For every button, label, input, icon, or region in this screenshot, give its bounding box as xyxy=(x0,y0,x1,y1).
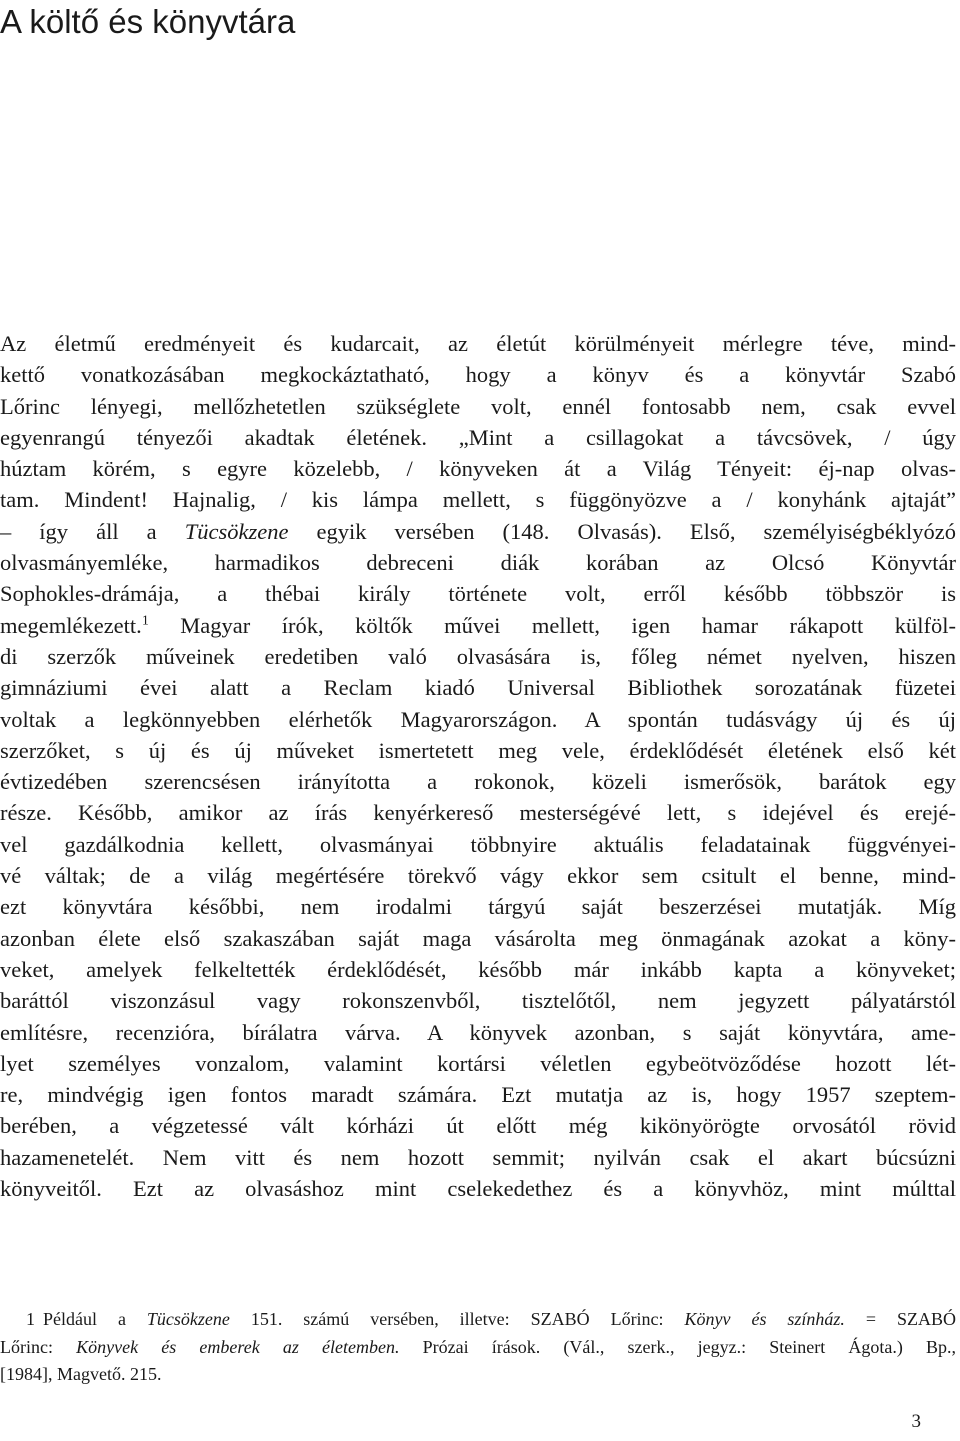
footnote-text: Prózai írások. (Vál., szerk., jegyz.: Steinert Ágota.) Bp., xyxy=(399,1336,956,1357)
footnote-text: = SZABÓ xyxy=(844,1309,956,1329)
footnote-text: Lőrinc: xyxy=(0,1336,77,1357)
body-line: berében, a végzetessé vált kórházi út előtt még kikönyörögte orvosától rövid xyxy=(0,1113,956,1139)
body-line: vel gazdálkodnia kellett, olvasmányai többnyire aktuális feladatainak függvényei- xyxy=(0,831,956,857)
body-line: veket, amelyek felkeltették érdeklődését, később már inkább kapta a könyveket; xyxy=(0,956,956,982)
body-line: voltak a legkönnyebben elérhetők Magyarországon. A spontán tudásvágy új és új xyxy=(0,706,956,732)
body-text-segment: megemlékezett. xyxy=(0,612,142,638)
body-line: Az életmű eredményeit és kudarcait, az életút körülményeit mérlegre téve, mind- xyxy=(0,331,956,356)
footnote-number: 1 xyxy=(26,1309,35,1329)
body-line: könyveitől. Ezt az olvasáshoz mint cselekedethez és a könyvhöz, mint múlttal xyxy=(0,1176,956,1202)
italic-title: Tücsökzene xyxy=(184,518,289,544)
body-line: húztam körém, s egyre közelebb, / könyveken át a Világ Tényeit: éj-nap olvas- xyxy=(0,456,956,482)
body-line: Sophokles-drámája, a thébai király története volt, erről később többször is xyxy=(0,581,956,607)
body-line: olvasmányemléke, harmadikos debreceni diák korában az Olcsó Könyvtár xyxy=(0,550,956,576)
body-line: Lőrinc lényegi, mellőzhetetlen szükséglete volt, ennél fontosabb nem, csak evvel xyxy=(0,393,956,419)
footnote-italic-title: Könyvek és emberek az életemben. xyxy=(76,1336,400,1357)
body-text-segment: – így áll a xyxy=(0,518,185,544)
body-line: része. Később, amikor az írás kenyérkereső mesterségévé lett, s idejével és erejé- xyxy=(0,800,956,826)
body-line: egyenrangú tényezői akadtak életének. „Mint a csillagokat a távcsövek, / úgy xyxy=(0,424,956,450)
body-text-segment: egyik versében (148. Olvasás). Első, személyiségbéklyózó xyxy=(288,518,956,544)
page-number: 3 xyxy=(911,1411,921,1432)
footnote-line xyxy=(0,1334,956,1362)
body-line: azonban élete első szakaszában saját maga vásárolta meg önmagának azokat a köny- xyxy=(0,925,956,951)
body-line: lyet személyes vonzalom, valamint kortársi véletlen egybeötvöződése hozott lét- xyxy=(0,1050,956,1076)
body-line xyxy=(0,516,956,547)
body-line: re, mindvégig igen fontos maradt számára. Ezt mutatja az is, hogy 1957 szeptem- xyxy=(0,1082,956,1108)
body-line: di szerzők műveinek eredetiben való olvasására is, főleg német nyelven, hiszen xyxy=(0,643,956,669)
body-line: szerzőket, s új és új műveket ismertetett meg vele, érdeklődését életének első két xyxy=(0,737,956,763)
body-paragraph xyxy=(0,328,956,1204)
body-line: említésre, recenzióra, bírálatra várva. A könyvek azonban, s saját könyvtára, ame- xyxy=(0,1019,956,1045)
body-line: gimnáziumi évei alatt a Reclam kiadó Universal Bibliothek sorozatának füzetei xyxy=(0,675,956,701)
footnote xyxy=(0,1306,956,1389)
footnote-reference[interactable]: 1 xyxy=(141,613,149,629)
body-line: vé váltak; de a világ megértésére törekvő vágy ekkor sem csitult el benne, mind- xyxy=(0,863,956,889)
body-line: baráttól viszonzásul vagy rokonszenvből, tisztelőtől, nem jegyzett pályatárstól xyxy=(0,988,956,1014)
body-line: kettő vonatkozásában megkockáztatható, hogy a könyv és a könyvtár Szabó xyxy=(0,362,956,388)
body-line xyxy=(0,610,956,641)
body-line: ezt könyvtára későbbi, nem irodalmi tárgyú saját beszerzései mutatják. Míg xyxy=(0,894,956,920)
body-line: tam. Mindent! Hajnalig, / kis lámpa mellett, s függönyözve a / konyhánk ajtaját” xyxy=(0,487,956,513)
footnote-line xyxy=(0,1306,956,1334)
footnote-text: Például a xyxy=(43,1309,147,1329)
footnote-italic-title: Könyv és színház. xyxy=(684,1309,845,1329)
body-text-segment: Magyar írók, költők művei mellett, igen hamar rákapott külföl- xyxy=(148,612,956,638)
footnote-italic-title: Tücsökzene xyxy=(146,1309,230,1329)
footnote-text: 151. számú versében, illetve: SZABÓ Lőrinc: xyxy=(229,1309,685,1329)
body-line: évtizedében szerencsésen irányította a rokonok, közeli ismerősök, barátok egy xyxy=(0,769,956,795)
body-line: hazamenetelét. Nem vitt és nem hozott semmit; nyilván csak el akart búcsúzni xyxy=(0,1144,956,1170)
footnote-line: [1984], Magvető. 215. xyxy=(0,1364,162,1384)
page-title: A költő és könyvtára xyxy=(0,3,296,40)
